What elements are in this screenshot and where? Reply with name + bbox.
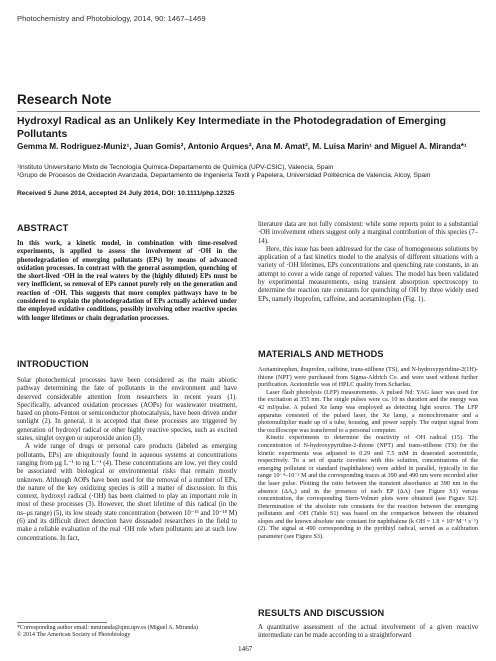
right-intro-body (258, 221, 478, 304)
introduction-body (17, 377, 237, 543)
affiliations (17, 164, 487, 180)
methods-paragraph-1: Acetaminophen, ibuprofen, caffeine, trans-stilbene (TS), and N-hydroxypyridine-2(1H)-thione (NPT) were purchased from Sigma-Aldrich Co. and were used without further purification. Acetonitrile was of HPLC quality from Scharlau. (258, 366, 478, 389)
article-type: Research Note (17, 92, 112, 107)
footnote (17, 625, 237, 640)
header-rule (17, 111, 480, 112)
right-intro-paragraph-1: literature data are not fully consistent: while some reports point to a substantial ·OH involvement others suggest only a marginal contribution of this species (7–14). (258, 221, 478, 245)
corresponding-author: *Corresponding author email: mmiranda@qim.upv.es (Miguel A. Miranda) (17, 625, 198, 631)
affiliation-2: ²Grupo de Procesos de Oxidación Avanzada, Departamento de Ingeniería Textil y Papelera, Universidad Politécnica de Valencia, Alcoy, Spain (17, 172, 431, 179)
author-list: Gemma M. Rodriguez-Muniz¹, Juan Gomis², Antonio Arques², Ana M. Amat², M. Luisa Marin¹ and Miguel A. Miranda*¹ (17, 142, 467, 151)
methods-paragraph-2: Laser flash photolysis (LFP) measurements. A pulsed Nd: YAG laser was used for the excitation at 355 nm. The single pulses were ca. 10 ns duration and the energy was 42 mJ/pulse. A pulsed Xe lamp was employed as detecting light source. The LFP apparatus consisted of the pulsed laser, the Xe lamp, a monochromator and a photomultiplier made up of a tube, housing, and power supply. The output signal from the oscilloscope was transferred to a personal computer. (258, 388, 478, 434)
methods-paragraph-3: Kinetic experiments to determine the reactivity of ·OH radical (15). The concentration of N-hydroxypyridine-2-thione (NPT) and trans-stilbene (TS) for the kinetic experiments was adjusted to 0.29 and 7.5 mM in deaerated acetonitrile, respectively. To a set of quartz cuvettes with this solution, concentrations of the emerging pollutant or standard (naphthalene) were added in parallel, typically in the range 10⁻⁴–10⁻² M and the corresponding traces at 390 and 490 nm were recorded after the laser pulse. Plotting the ratio between the transient absorbance at 390 nm in the absence (ΔA₀) and in the presence of each EP (ΔA) (see Figure S1) versus concentration, the corresponding Stern-Volmer plots were obtained (see Figure S2). Determination of the absolute rate constants for the reaction between the emerging pollutants and ·OH (Table S1) was based on the comparison between the obtained slopes and the known absolute rate constant for naphthalene (k·OH = 1.8 × 10⁹ M⁻¹ s⁻¹) (2). The signal at 490 corresponding to the pyrithiyl radical, served as a calibration parameter (see Figure S3). (258, 434, 478, 541)
footnote-rule (17, 622, 107, 623)
abstract-text: In this work, a kinetic model, in combination with time-resolved experiments, is applied to assess the involvement of ·OH in the photodegradation of emerging pollutants (EPs) by means of advanced oxidation processes. In contrast with the general assumption, quenching of the short-lived ·OH in the real waters by the (highly diluted) EPs must be very inefficient, so removal of EPs cannot purely rely on the generation and reaction of ·OH. This suggests that more complex pathways have to be considered to explain the photodegradation of EPs actually achieved under the employed oxidative conditions, possibly involving other reactive species with longer lifetimes or chain degradation processes. (17, 240, 237, 322)
introduction-heading: INTRODUCTION (17, 359, 89, 369)
journal-citation: Photochemistry and Photobiology, 2014, 90: 1467–1469 (17, 14, 206, 23)
results-heading: RESULTS AND DISCUSSION (258, 608, 385, 618)
intro-paragraph-1: Solar photochemical processes have been considered as the main abiotic pathway determining the fate of pollutants in the environment and have deserved considerable attention from researchers in recent years (1). Specifically, advanced oxidation processes (AOPs) for wastewater treatment, based on photo-Fenton or semiconductor photocatalysis, have been driven under sunlight (2). In general, it is accepted that these processes are triggered by generation of hydroxyl radical or other highly reactive species, such as excited states, singlet oxygen or superoxide anion (3). (17, 377, 237, 443)
intro-paragraph-2: A wide range of drugs or personal care products (labeled as emerging pollutants, EPs) are ubiquitously found in aqueous systems at concentrations ranging from μg L⁻¹ to ng L⁻¹ (4). These concentrations are low, yet they could be associated with biological or environmental risks that remain mostly unknown. Although AOPs have been used for the removal of a number of EPs, the nature of the key oxidizing species is still a matter of discussion. In this context, hydroxyl radical (·OH) has been claimed to play an important role in most of these processes (3). However, the short lifetime of this radical (in the ns–μs range) (5), its low steady state concentration (between 10⁻¹⁵ and 10⁻¹⁸ M) (6) and its difficult direct detection have dissuaded researchers in the field to make a reliable evaluation of the real ·OH role when pollutants are at such low concentrations. In fact, (17, 443, 237, 542)
results-paragraph-1: A quantitative assessment of the actual involvement of a given reactive intermediate can be made according to a straightforward (258, 624, 478, 640)
methods-heading: MATERIALS AND METHODS (258, 349, 384, 359)
methods-body (258, 366, 478, 541)
page-number: 1467 (238, 645, 253, 653)
affiliation-1: ¹Instituto Universitario Mixto de Tecnología Química-Departamento de Química (UPV-CSIC), Valencia, Spain (17, 164, 334, 171)
received-line: Received 5 June 2014, accepted 24 July 2014, DOI: 10.1111/php.12325 (17, 190, 235, 197)
results-body (258, 624, 478, 641)
abstract-heading: ABSTRACT (17, 223, 69, 233)
right-intro-paragraph-2: Here, this issue has been addressed for the case of homogeneous solutions by application of a fast kinetics model to the analysis of different situations with a variety of ·OH lifetimes, EPs concentrations and quenching rate constants, in an attempt to cover a wide range of reported values. The model has been validated by experimental measurements, using transient absorption spectroscopy to determine the reaction rate constants for quenching of OH by three widely used EPs, namely ibuprofen, caffeine, and acetaminophen (Fig. 1). (258, 245, 478, 303)
copyright: © 2014 The American Society of Photobiology (17, 632, 131, 639)
abstract-body (17, 240, 237, 323)
article-title: Hydroxyl Radical as an Unlikely Key Intermediate in the Photodegradation of Emerging Pollutants (17, 116, 446, 140)
